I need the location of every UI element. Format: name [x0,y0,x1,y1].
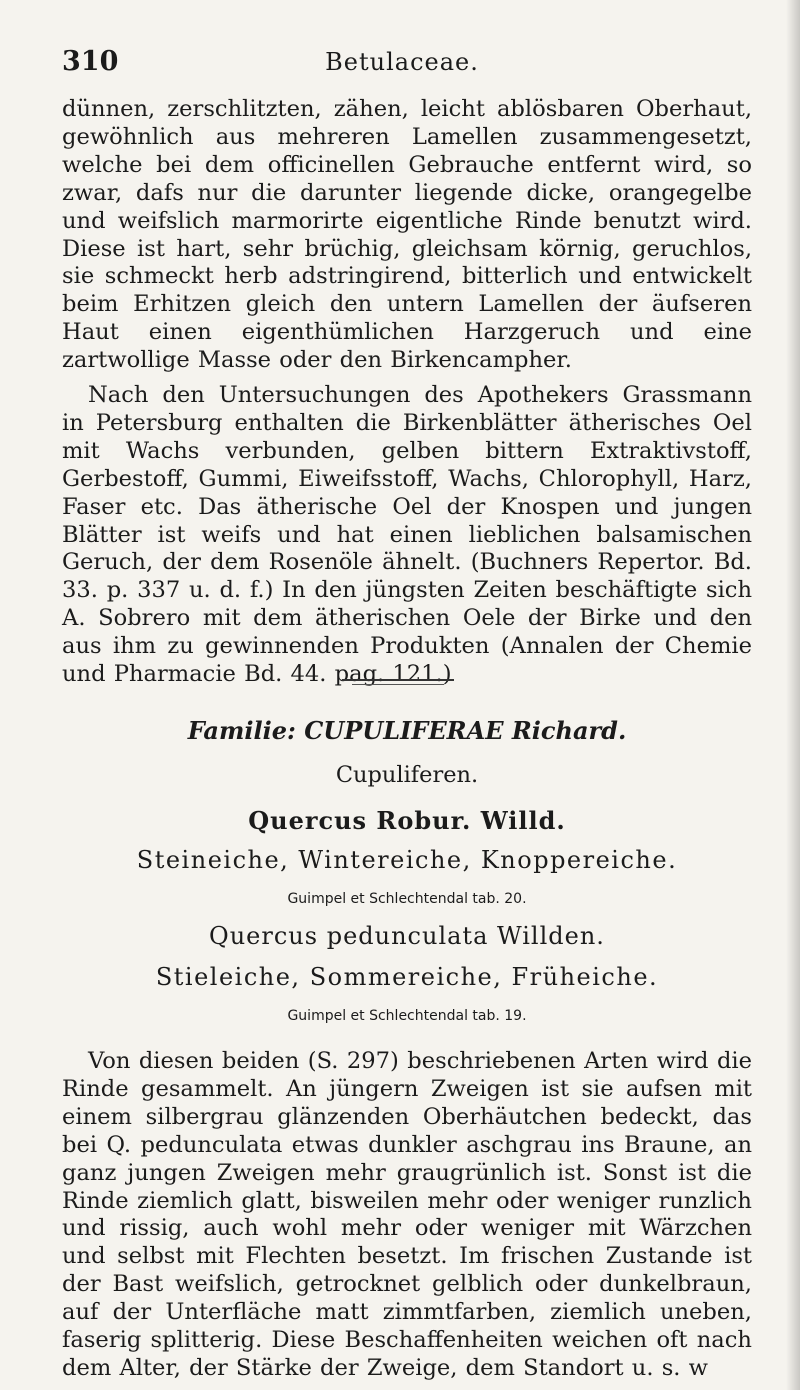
page-number: 310 [62,46,119,77]
section-separator [342,679,454,681]
paragraph-grassmann-analysis [62,382,752,689]
paragraph-bark-description [62,96,752,375]
page-header [62,46,742,82]
reference-pedunculata: Guimpel et Schlechtendal tab. 19. [287,1008,527,1024]
common-names-robur: Steineiche, Wintereiche, Knoppereiche. [136,846,678,874]
family-subheading: Cupuliferen. [335,762,479,788]
page-edge-shadow [786,0,800,1390]
species-heading-robur: Quercus Robur. Willd. [248,806,566,835]
species-heading-pedunculata: Quercus pedunculata Willden. [209,922,605,950]
family-heading: Familie: CUPULIFERAE Richard. [187,716,627,745]
paragraph-text: dünnen, zerschlitzten, zähen, leicht ablösbaren Oberhaut, gewöhnlich aus mehreren Lamellen zusammengesetzt, welche bei dem officinellen Gebrauche entfernt wird, so zwar, dafs nur die darunter liegende dicke, orangegelbe und weifslich marmorirte eigentliche Rinde benutzt wird. Diese ist hart, sehr brüchig, gleichsam körnig, geruchlos, sie schmeckt herb adstringirend, bitterlich und entwickelt beim Erhitzen gleich den untern Lamellen der äufseren Haut einen eigenthümlichen Harzgeruch und eine zartwollige Masse oder den Birkencampher. [62,96,752,374]
reference-robur: Guimpel et Schlechtendal tab. 20. [287,891,527,907]
common-names-pedunculata: Stieleiche, Sommereiche, Früheiche. [155,963,659,991]
running-head: Betulaceae. [325,48,479,76]
paragraph-oak-bark [62,1048,752,1383]
paragraph-text: Nach den Untersuchungen des Apothekers Grassmann in Petersburg enthalten die Birkenblätter ätherisches Oel mit Wachs verbunden, gelben bittern Extraktivstoff, Gerbestoff, Gummi, Eiweifsstoff, Wachs, Chlorophyll, Harz, Faser etc. Das ätherische Oel der Knospen und jungen Blätter ist weifs und hat einen lieblichen balsamischen Geruch, der dem Rosenöle ähnelt. (Buchners Repertor. Bd. 33. p. 337 u. d. f.) In den jüngsten Zeiten beschäftigte sich A. Sobrero mit dem ätherischen Oele der Birke und den aus ihm zu gewinnenden Produkten (Annalen der Chemie und Pharmacie Bd. 44. pag. 121.) [62,382,752,688]
paragraph-text: Von diesen beiden (S. 297) beschriebenen Arten wird die Rinde gesammelt. An jüngern Zweigen ist sie aufsen mit einem silbergrau glänzenden Oberhäutchen bedeckt, das bei Q. pedunculata etwas dunkler aschgrau ins Braune, an ganz jungen Zweigen mehr graugrünlich ist. Sonst ist die Rinde ziemlich glatt, bisweilen mehr oder weniger runzlich und rissig, auch wohl mehr oder weniger mit Wärzchen und selbst mit Flechten besetzt. Im frischen Zustande ist der Bast weifslich, getrocknet gelblich oder dunkelbraun, auf der Unterfläche matt zimmtfarben, ziemlich uneben, faserig splitterig. Diese Beschaffenheiten weichen oft nach dem Alter, der Stärke der Zweige, dem Standort u. s. w [62,1048,752,1381]
section-separator-thin [352,684,444,685]
